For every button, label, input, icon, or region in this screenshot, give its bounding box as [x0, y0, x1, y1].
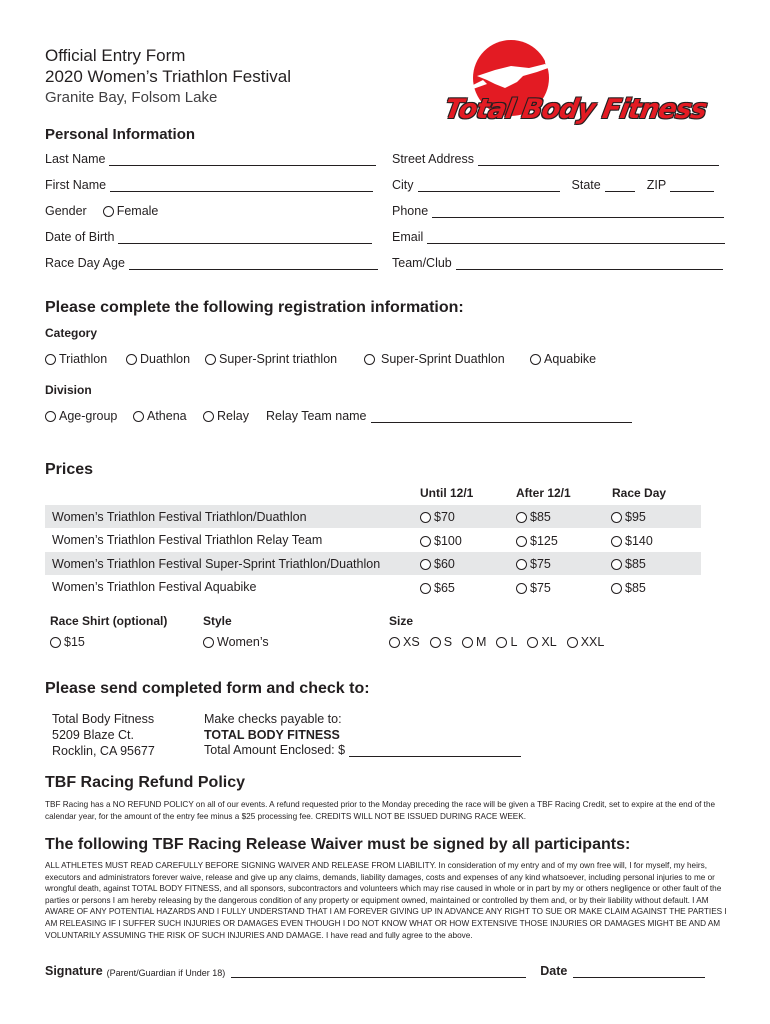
price-row-name: Women’s Triathlon Festival Super-Sprint Triathlon/Duathlon	[52, 557, 381, 571]
category-radio[interactable]	[45, 354, 56, 365]
division-radio[interactable]	[45, 411, 56, 422]
guardian-note: (Parent/Guardian if Under 18)	[106, 968, 226, 978]
price-value: $140	[625, 534, 653, 548]
division-label-agegroup: Age-group	[59, 409, 118, 423]
price-radio[interactable]	[420, 559, 431, 570]
price-option[interactable]	[420, 534, 462, 548]
price-value: $85	[625, 557, 646, 571]
division-option[interactable]	[133, 409, 187, 423]
total-enclosed-label: Total Amount Enclosed: $	[204, 743, 346, 757]
price-row-name: Women’s Triathlon Festival Triathlon Relay Team	[52, 533, 323, 547]
category-radio[interactable]	[205, 354, 216, 365]
category-label-ss-triathlon: Super-Sprint triathlon	[219, 352, 338, 366]
price-option[interactable]	[611, 534, 653, 548]
phone-label: Phone	[392, 204, 429, 218]
price-value: $60	[434, 557, 455, 571]
price-radio[interactable]	[516, 536, 527, 547]
price-option[interactable]	[516, 557, 551, 571]
personal-info-heading: Personal Information	[45, 126, 196, 143]
zip-label: ZIP	[646, 178, 667, 192]
price-option[interactable]	[516, 534, 558, 548]
price-option[interactable]	[420, 510, 455, 524]
size-m: M	[476, 635, 487, 649]
size-l: L	[510, 635, 518, 649]
event-title: 2020 Women’s Triathlon Festival	[45, 67, 291, 86]
email-label: Email	[392, 230, 424, 244]
last-name-field[interactable]	[109, 153, 376, 166]
price-value: $70	[434, 510, 455, 524]
size-option[interactable]	[567, 635, 605, 649]
size-option[interactable]	[462, 635, 486, 649]
size-radio[interactable]	[430, 637, 441, 648]
phone-field[interactable]	[432, 205, 724, 218]
price-radio[interactable]	[420, 583, 431, 594]
date-field[interactable]	[573, 965, 705, 978]
waiver-text: ALL ATHLETES MUST READ CAREFULLY BEFORE SIGNING WAIVER AND RELEASE FROM LIABILITY. In consideration of my entry and of my own free will, I for myself, my heirs, executors and administrators forever waive, release and give up any claims, demands, liability damages, costs and expenses of any kind whatsoever, including personal injuries to me or wrongful death, against TOTAL BODY FITNESS, and all sponsors, subcontractors and volunteers which may rise caused in whole or in part by my or others negligence or other fault of the parties or persons I am hereby releasing by the dangerous condition of any property or equipment owned, maintained or controlled by them and, or by their liability without default. I AM AWARE OF ANY POTENTIAL HAZARDS AND I FULLY UNDERSTAND THAT I AM FOREVER GIVING UP IN ADVANCE ANY RIGHT TO SUE OR MAKE CLAIM AGAINST THE PARTIES I AM RELEASING IF I SUFFER SUCH INJURIES OR DAMAGES EVEN THOUGH I DO NOT KNOW WHAT OR HOW EXTENSIVE THOSE INJURIES OR DAMAGES MIGHT BE AND AM VOLUNTARILY ASSUMING THE RISK OF SUCH INJURIES AND DAMAGE. I have read and fully agree to the above.	[45, 861, 727, 940]
price-radio[interactable]	[611, 512, 622, 523]
category-option[interactable]	[205, 352, 337, 366]
payable-label: Make checks payable to:	[204, 712, 342, 726]
price-option[interactable]	[611, 581, 646, 595]
first-name-field[interactable]	[110, 179, 373, 192]
column-race-day: Race Day	[612, 486, 667, 500]
race-day-age-label: Race Day Age	[45, 256, 125, 270]
category-option[interactable]	[364, 352, 505, 366]
race-day-age-field[interactable]	[129, 257, 378, 270]
size-s: S	[443, 635, 453, 649]
send-heading: Please send completed form and check to:	[45, 680, 370, 697]
relay-team-label: Relay Team name	[266, 409, 367, 423]
gender-label: Gender	[45, 204, 87, 218]
division-label-relay: Relay	[217, 409, 249, 423]
category-option[interactable]	[45, 352, 107, 366]
size-radio[interactable]	[567, 637, 578, 648]
address-line-3: Rocklin, CA 95677	[52, 744, 155, 758]
style-label: Style	[203, 614, 232, 628]
price-row-name: Women’s Triathlon Festival Triathlon/Duathlon	[52, 510, 307, 524]
signature-field[interactable]	[231, 965, 526, 978]
division-radio[interactable]	[133, 411, 144, 422]
price-radio[interactable]	[420, 536, 431, 547]
size-option[interactable]	[527, 635, 556, 649]
price-value: $75	[530, 557, 551, 571]
price-value: $85	[625, 581, 646, 595]
price-value: $65	[434, 581, 455, 595]
category-radio[interactable]	[126, 354, 137, 365]
street-field[interactable]	[478, 153, 719, 166]
price-option[interactable]	[611, 557, 646, 571]
size-xl: XL	[541, 635, 557, 649]
price-radio[interactable]	[611, 536, 622, 547]
size-options	[389, 635, 604, 649]
team-field[interactable]	[456, 257, 723, 270]
address-line-1: Total Body Fitness	[52, 712, 155, 726]
size-option[interactable]	[430, 635, 452, 649]
state-label: State	[571, 178, 601, 192]
price-radio[interactable]	[420, 512, 431, 523]
refund-text: TBF Racing has a NO REFUND POLICY on all of our events. A refund requested prior to the Monday preceding the race will be given a TBF Racing Credit, set to expire at the end of the calendar year, for the amount of the entry fee minus a $25 processing fee. CREDITS WILL NOT BE ISSUED DURING RACE WEEK.	[45, 800, 716, 821]
logo-wordmark: Total Body Fitness	[442, 94, 709, 125]
category-label-ss-duathlon: Super-Sprint Duathlon	[381, 352, 505, 366]
style-radio[interactable]	[203, 637, 214, 648]
size-label: Size	[389, 614, 414, 628]
relay-team-field[interactable]	[371, 410, 632, 423]
dob-label: Date of Birth	[45, 230, 115, 244]
email-field[interactable]	[427, 231, 725, 244]
category-label-triathlon: Triathlon	[59, 352, 108, 366]
price-option[interactable]	[420, 581, 455, 595]
size-radio[interactable]	[389, 637, 400, 648]
street-label: Street Address	[392, 152, 474, 166]
category-radio[interactable]	[530, 354, 541, 365]
division-radio[interactable]	[203, 411, 214, 422]
date-label: Date	[540, 964, 568, 978]
shirt-radio[interactable]	[50, 637, 61, 648]
first-name-label: First Name	[45, 178, 107, 192]
style-womens: Women’s	[217, 635, 269, 649]
state-field[interactable]	[605, 179, 635, 192]
column-after: After 12/1	[516, 486, 571, 500]
price-radio[interactable]	[516, 583, 527, 594]
female-option-label: Female	[116, 204, 159, 218]
price-radio[interactable]	[611, 583, 622, 594]
size-xs: XS	[403, 635, 420, 649]
prices-heading: Prices	[45, 461, 94, 478]
price-option[interactable]	[516, 581, 551, 595]
city-label: City	[392, 178, 414, 192]
size-radio[interactable]	[496, 637, 507, 648]
price-option[interactable]	[516, 510, 551, 524]
price-option[interactable]	[611, 510, 646, 524]
size-option[interactable]	[389, 635, 420, 649]
tbf-logo	[425, 36, 709, 132]
style-option[interactable]	[203, 635, 269, 649]
price-row-name: Women’s Triathlon Festival Aquabike	[52, 580, 257, 594]
price-radio[interactable]	[516, 559, 527, 570]
column-until: Until 12/1	[420, 486, 474, 500]
signature-label: Signature	[45, 964, 103, 978]
price-radio[interactable]	[516, 512, 527, 523]
division-label-athena: Athena	[147, 409, 187, 423]
dob-field[interactable]	[118, 231, 372, 244]
shirt-price: $15	[64, 635, 85, 649]
category-option[interactable]	[126, 352, 190, 366]
category-label: Category	[45, 326, 98, 340]
price-value: $100	[434, 534, 462, 548]
division-option[interactable]	[45, 409, 117, 423]
price-value: $95	[625, 510, 646, 524]
size-radio[interactable]	[527, 637, 538, 648]
size-option[interactable]	[496, 635, 517, 649]
category-option[interactable]	[530, 352, 596, 366]
size-radio[interactable]	[462, 637, 473, 648]
event-location: Granite Bay, Folsom Lake	[45, 89, 218, 106]
category-label-duathlon: Duathlon	[140, 352, 191, 366]
shirt-price-option[interactable]	[50, 635, 85, 649]
registration-heading: Please complete the following registration information:	[45, 299, 464, 316]
zip-field[interactable]	[670, 179, 714, 192]
total-enclosed-field[interactable]	[349, 744, 521, 757]
price-option[interactable]	[420, 557, 455, 571]
category-radio[interactable]	[364, 354, 375, 365]
team-label: Team/Club	[392, 256, 452, 270]
address-line-2: 5209 Blaze Ct.	[52, 728, 134, 742]
category-label-aquabike: Aquabike	[544, 352, 597, 366]
payee-name: TOTAL BODY FITNESS	[204, 728, 340, 742]
price-value: $75	[530, 581, 551, 595]
form-title: Official Entry Form	[45, 46, 186, 65]
last-name-label: Last Name	[45, 152, 106, 166]
size-xxl: XXL	[580, 635, 605, 649]
race-shirt-label: Race Shirt (optional)	[50, 614, 168, 628]
price-value: $125	[530, 534, 558, 548]
price-value: $85	[530, 510, 551, 524]
refund-heading: TBF Racing Refund Policy	[45, 774, 246, 791]
city-field[interactable]	[418, 179, 560, 192]
female-radio[interactable]	[103, 206, 114, 217]
division-option[interactable]	[203, 409, 249, 423]
price-radio[interactable]	[611, 559, 622, 570]
waiver-heading: The following TBF Racing Release Waiver must be signed by all participants:	[45, 836, 631, 853]
division-label: Division	[45, 383, 92, 397]
